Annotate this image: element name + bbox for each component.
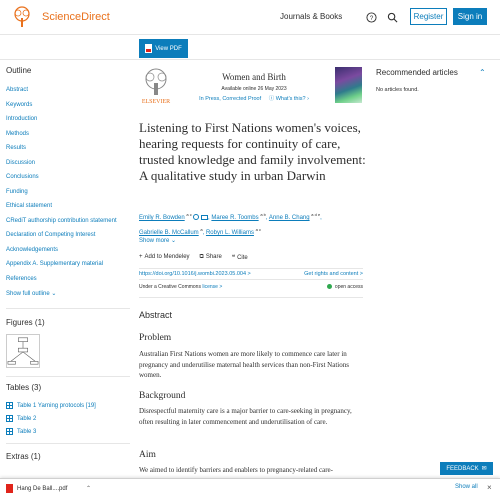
show-more-button[interactable]	[139, 237, 176, 244]
problem-text: Australian First Nations women are more likely to commence care later in pregnancy and underutilise maternal health services than non-First Nations women.	[139, 350, 349, 379]
outline-item-results[interactable]: Results	[6, 145, 27, 151]
table-1-label: Table 1 Yarning protocols [19]	[17, 402, 96, 409]
author-link[interactable]: Emily R. Bowden	[139, 215, 185, 221]
search-icon[interactable]	[387, 12, 398, 23]
license-link[interactable]: license >	[202, 284, 223, 290]
add-to-mendeley-button[interactable]	[139, 254, 190, 261]
in-press-link[interactable]: In Press, Corrected Proof	[199, 96, 262, 102]
cite-button[interactable]	[232, 254, 248, 261]
tables-heading: Tables (3)	[6, 383, 42, 392]
author-link[interactable]: Gabrielle B. McCallum	[139, 230, 199, 236]
author-list	[139, 209, 363, 239]
show-full-outline-label: Show full outline	[6, 291, 50, 297]
no-articles-text: No articles found.	[376, 87, 419, 93]
chat-icon: ✉	[481, 466, 487, 472]
problem-heading: Problem	[139, 333, 172, 343]
table-icon	[6, 402, 13, 409]
article-title: Listening to First Nations women's voices, hearing requests for continuity of care, trusted knowledge and family involvement: A qualitative study in urban Darwin	[139, 120, 366, 183]
author-line-1: Emily R. Bowden $^{a c}$ , Maree R. Toombs $^{a b}$, Anne B. Chang $^{a d e}$,	[139, 212, 322, 221]
show-full-outline-button[interactable]	[6, 290, 131, 297]
elsevier-wordmark: ELSEVIER	[141, 99, 171, 105]
cite-label: Cite	[237, 255, 248, 261]
journals-books-link[interactable]: Journals & Books	[280, 12, 343, 21]
add-to-mendeley-label: Add to Mendeley	[144, 254, 190, 260]
divider	[6, 376, 130, 377]
outline-item-references[interactable]: References	[6, 275, 37, 282]
person-icon[interactable]	[193, 214, 199, 220]
journal-cover-image[interactable]	[335, 67, 362, 103]
license-prefix: Under a Creative Commons	[139, 284, 201, 290]
background-heading: Background	[139, 391, 186, 401]
outline-nav	[6, 66, 131, 297]
article-toolbar	[0, 36, 500, 60]
help-icon[interactable]: ⓘ	[268, 96, 275, 102]
whats-this-link[interactable]: What's this?	[275, 96, 306, 102]
divider	[6, 443, 130, 444]
abstract-heading: Abstract	[139, 310, 173, 320]
aim-heading: Aim	[139, 450, 156, 460]
doi-row	[139, 268, 363, 280]
outline-item-funding[interactable]: Funding	[6, 188, 28, 195]
figures-heading: Figures (1)	[6, 318, 45, 327]
help-icon[interactable]	[366, 12, 377, 23]
table-icon	[6, 415, 13, 422]
share-label: Share	[205, 254, 222, 260]
author-link[interactable]: Maree R. Toombs	[211, 215, 259, 221]
author-affiliation: a d e	[311, 212, 321, 217]
mail-icon[interactable]	[201, 215, 208, 220]
outline-item-abstract[interactable]: Abstract	[6, 87, 29, 93]
outline-item-acknowledgements[interactable]: Acknowledgements	[6, 246, 59, 253]
site-header	[0, 0, 500, 35]
table-2-link[interactable]	[6, 415, 36, 422]
chevron-right-icon: ›	[307, 96, 309, 102]
author-affiliation: a	[200, 227, 203, 232]
outline-item-ethical-statement[interactable]: Ethical statement	[6, 203, 53, 209]
plus-icon: +	[139, 254, 143, 260]
svg-text:?: ?	[369, 14, 374, 22]
share-icon: ⧉	[199, 254, 204, 260]
divider	[6, 308, 130, 309]
download-filename: Hang De Ball....pdf	[17, 485, 68, 492]
pdf-file-icon	[6, 484, 13, 493]
open-access-label: open access	[334, 284, 363, 290]
quote-icon: ❝	[231, 255, 236, 261]
elsevier-tree-logo-icon[interactable]	[10, 6, 34, 28]
elsevier-logo-icon[interactable]	[139, 67, 173, 105]
author-link[interactable]: Robyn L. Williams	[205, 230, 254, 236]
table-3-label: Table 3	[17, 428, 37, 435]
register-button[interactable]: Register	[410, 8, 447, 25]
recommended-articles-heading: Recommended articles	[376, 68, 458, 77]
extras-heading: Extras (1)	[6, 452, 41, 461]
author-affiliation: a c	[186, 212, 192, 217]
doi-link[interactable]: https://doi.org/10.1016/j.wombi.2023.05.004 >	[139, 271, 251, 277]
article-actions	[139, 254, 248, 261]
table-icon	[6, 428, 13, 435]
view-pdf-label: View PDF	[155, 45, 182, 52]
brand-name[interactable]: ScienceDirect	[42, 11, 110, 23]
in-press-status	[180, 94, 328, 102]
divider	[139, 297, 363, 298]
close-icon[interactable]: ×	[487, 483, 492, 492]
show-all-downloads-link[interactable]: Show all	[455, 484, 478, 490]
feedback-label: FEEDBACK	[446, 465, 479, 472]
download-item[interactable]	[6, 484, 67, 493]
journal-name[interactable]: Women and Birth	[222, 72, 286, 82]
outline-item-discussion[interactable]: Discussion	[6, 159, 36, 166]
table-2-label: Table 2	[17, 415, 37, 422]
figure-1-thumbnail[interactable]	[6, 334, 40, 368]
chevron-down-icon: ⌄	[171, 238, 177, 244]
outline-item-competing-interest[interactable]: Declaration of Competing Interest	[6, 232, 96, 238]
pdf-icon	[145, 44, 152, 53]
outline-item-keywords[interactable]: Keywords	[6, 101, 33, 108]
download-bar	[0, 478, 500, 500]
outline-item-credit[interactable]: CRediT authorship contribution statement	[6, 217, 117, 224]
author-line-2: Gabrielle B. McCallum $^a$, Robyn L. Williams $^{a c}$	[139, 227, 261, 236]
background-text: Disrespectful maternity care is a major barrier to care-seeking in pregnancy, often resulting in later commencement and underutilisation of care.	[139, 407, 352, 426]
outline-item-introduction[interactable]: Introduction	[6, 116, 38, 122]
view-pdf-button[interactable]	[139, 39, 188, 58]
author-link[interactable]: Anne B. Chang	[268, 215, 310, 221]
outline-item-methods[interactable]: Methods	[6, 130, 30, 137]
available-online: Available online 26 May 2023	[221, 86, 287, 92]
rights-link[interactable]: Get rights and content >	[304, 271, 363, 277]
author-affiliation: a c	[255, 227, 261, 232]
table-3-link[interactable]	[6, 428, 36, 435]
chevron-up-icon[interactable]: ⌃	[86, 486, 92, 492]
license-row	[139, 282, 363, 292]
open-access-badge	[327, 284, 363, 290]
table-1-link[interactable]	[6, 402, 96, 409]
sign-in-button[interactable]: Sign in	[453, 8, 487, 25]
outline-item-appendix[interactable]: Appendix A. Supplementary material	[6, 261, 104, 267]
chevron-up-icon[interactable]: ⌃	[479, 68, 486, 77]
outline-item-conclusions[interactable]: Conclusions	[6, 174, 39, 180]
feedback-button[interactable]	[440, 462, 493, 475]
open-access-icon	[327, 284, 332, 289]
show-more-label: Show more	[139, 238, 170, 244]
share-button[interactable]	[200, 254, 222, 261]
chevron-down-icon: ⌄	[51, 291, 57, 297]
outline-title: Outline	[6, 66, 32, 75]
license-text	[139, 284, 222, 290]
author-affiliation: a b	[260, 212, 266, 217]
aim-text: We aimed to identify barriers and enablers to pregnancy-related care-	[139, 466, 333, 474]
